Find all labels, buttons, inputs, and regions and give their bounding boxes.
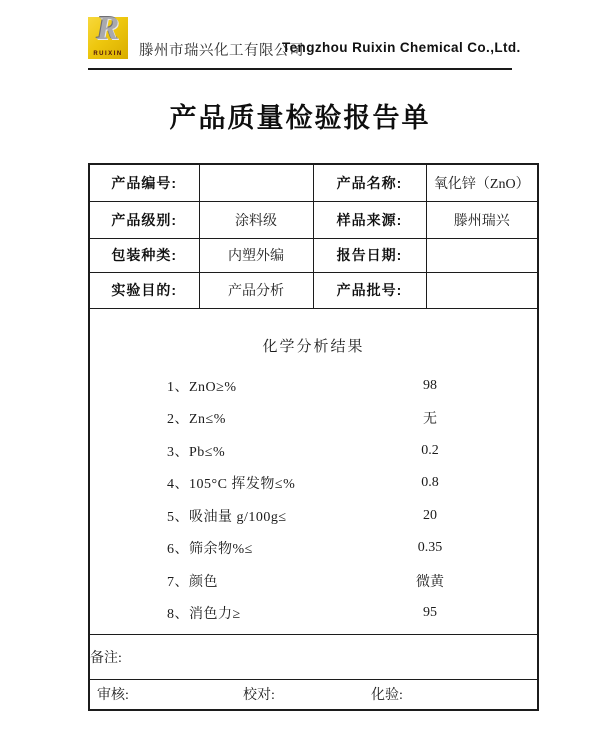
list-item bbox=[90, 597, 537, 630]
product-code-value bbox=[199, 164, 313, 201]
company-name-english: Tengzhou Ruixin Chemical Co.,Ltd. bbox=[282, 40, 521, 55]
table-row bbox=[89, 272, 538, 308]
batch-number-label: 产品批号: bbox=[313, 272, 426, 308]
review-label: 审核: bbox=[97, 688, 129, 704]
table-row bbox=[89, 634, 538, 679]
page-title: 产品质量检验报告单 bbox=[169, 103, 431, 133]
sample-source-value: 滕州瑞兴 bbox=[426, 201, 538, 238]
test-purpose-label: 实验目的: bbox=[89, 272, 199, 308]
analysis-item-label: 4、105°C 挥发物≤% bbox=[167, 477, 296, 493]
table-row bbox=[89, 164, 538, 201]
analysis-item-value: 0.8 bbox=[421, 475, 439, 491]
analysis-item-label: 3、Pb≤% bbox=[167, 444, 226, 460]
analysis-item-value: 微黄 bbox=[416, 574, 444, 590]
assay-label: 化验: bbox=[371, 688, 403, 704]
list-item bbox=[90, 402, 537, 435]
report-date-value bbox=[426, 238, 538, 272]
list-item bbox=[90, 467, 537, 500]
report-table bbox=[88, 163, 539, 711]
package-type-value: 内塑外编 bbox=[199, 238, 313, 272]
list-item bbox=[90, 565, 537, 598]
analysis-item-label: 6、筛余物%≤ bbox=[167, 542, 253, 558]
analysis-item-value: 20 bbox=[423, 507, 437, 523]
product-name-value: 氧化锌（ZnO） bbox=[426, 164, 538, 201]
logo-r-icon: R bbox=[96, 10, 120, 47]
analysis-items-list bbox=[90, 370, 537, 630]
signoff-cell bbox=[89, 679, 538, 710]
analysis-item-label: 8、消色力≥ bbox=[167, 607, 241, 623]
remarks-cell: 备注: bbox=[89, 634, 538, 679]
product-grade-value: 涂料级 bbox=[199, 201, 313, 238]
product-grade-label: 产品级别: bbox=[89, 201, 199, 238]
analysis-item-value: 95 bbox=[423, 605, 437, 621]
sample-source-label: 样品来源: bbox=[313, 201, 426, 238]
list-item bbox=[90, 500, 537, 533]
header-divider bbox=[88, 68, 512, 70]
product-code-label: 产品编号: bbox=[89, 164, 199, 201]
batch-number-value bbox=[426, 272, 538, 308]
analysis-item-label: 5、吸油量 g/100g≤ bbox=[167, 509, 287, 525]
analysis-section bbox=[89, 308, 538, 634]
logo-brand-text: RUIXIN bbox=[93, 51, 123, 57]
company-logo bbox=[88, 10, 128, 59]
company-name-chinese: 滕州市瑞兴化工有限公司 bbox=[139, 43, 304, 59]
analysis-section-title: 化学分析结果 bbox=[262, 338, 365, 355]
analysis-item-label: 2、Zn≤% bbox=[167, 412, 226, 428]
table-row bbox=[89, 679, 538, 710]
analysis-item-value: 0.2 bbox=[421, 442, 439, 458]
test-purpose-value: 产品分析 bbox=[199, 272, 313, 308]
analysis-item-label: 7、颜色 bbox=[167, 574, 218, 590]
product-name-label: 产品名称: bbox=[313, 164, 426, 201]
proofread-label: 校对: bbox=[243, 688, 275, 704]
list-item bbox=[90, 532, 537, 565]
analysis-item-label: 1、ZnO≥% bbox=[167, 379, 237, 395]
list-item bbox=[90, 370, 537, 403]
report-date-label: 报告日期: bbox=[313, 238, 426, 272]
analysis-item-value: 98 bbox=[423, 377, 437, 393]
table-row bbox=[89, 308, 538, 634]
analysis-item-value: 0.35 bbox=[417, 540, 443, 556]
analysis-item-value: 无 bbox=[423, 412, 437, 428]
package-type-label: 包装种类: bbox=[89, 238, 199, 272]
table-row bbox=[89, 238, 538, 272]
list-item bbox=[90, 435, 537, 468]
table-row bbox=[89, 201, 538, 238]
